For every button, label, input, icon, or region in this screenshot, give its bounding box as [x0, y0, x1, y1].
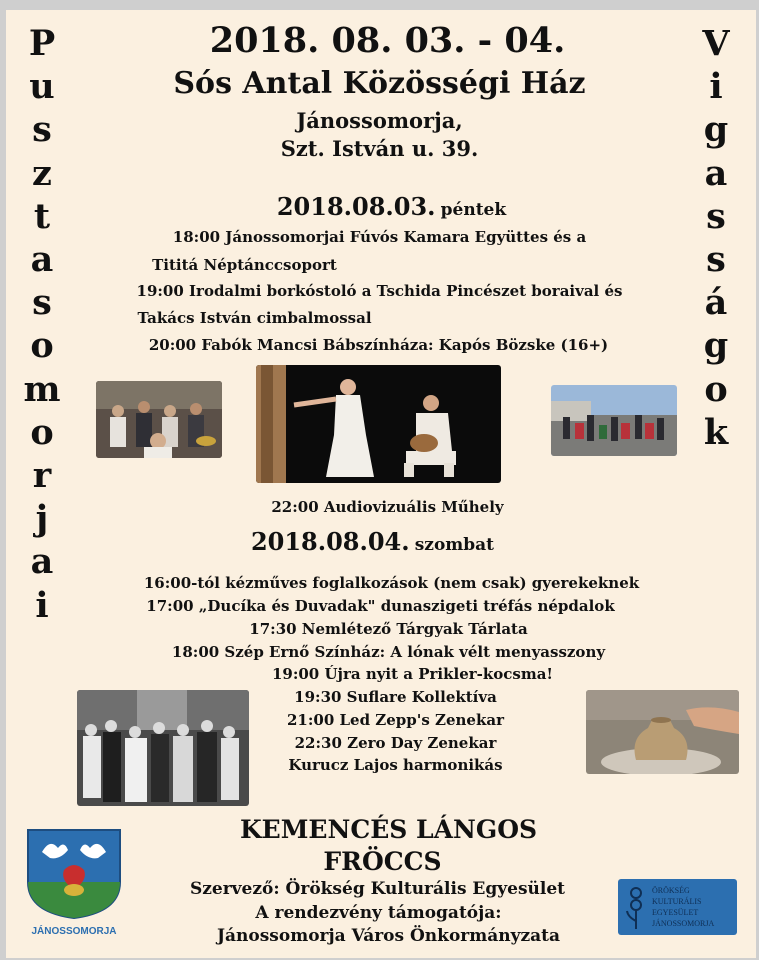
side-letter: s	[32, 109, 52, 151]
day2-date: 2018.08.04.	[250, 527, 410, 556]
association-name-line: JÁNOSSOMORJA	[652, 919, 715, 928]
photo-pottery	[586, 690, 739, 774]
day1-item: Tititá Néptánccsoport	[152, 256, 337, 274]
association-logo	[618, 879, 737, 935]
organizer-line: Szervező: Örökség Kulturális Egyesület	[189, 879, 566, 899]
day2-item: 16:00-tól kézműves foglalkozások (nem csak) gyerekeknek	[143, 574, 640, 592]
day1-weekday: péntek	[440, 200, 507, 220]
day1-date: 2018.08.03.	[276, 192, 436, 221]
town-name-label: JÁNOSSOMORJA	[31, 926, 117, 937]
day2-item: 17:30 Nemlétező Tárgyak Tárlata	[249, 620, 528, 638]
side-letter: P	[28, 23, 56, 64]
day2-heading	[0, 527, 752, 556]
day1-item: Takács István cimbalmossal	[137, 309, 372, 327]
side-letter: u	[29, 66, 55, 108]
photo-brass-band	[96, 381, 222, 458]
side-letter: á	[704, 282, 728, 324]
day1-item: 18:00 Jánossomorjai Fúvós Kamara Együttes és a	[172, 228, 587, 246]
association-name-line: EGYESÜLET	[652, 908, 699, 917]
side-letter: o	[30, 325, 54, 367]
side-letter: a	[704, 152, 728, 194]
day1-late-item: 22:00 Audiovizuális Műhely	[271, 498, 504, 516]
side-letter: V	[702, 23, 730, 64]
side-letter: g	[703, 109, 729, 151]
side-letter: t	[33, 195, 51, 237]
day2-item: 18:00 Szép Ernő Színház: A lónak vélt menyasszony	[171, 643, 606, 661]
day2-item: Kurucz Lajos harmonikás	[288, 756, 503, 774]
food-line-1: KEMENCÉS LÁNGOS	[239, 815, 538, 844]
side-letter: k	[703, 411, 729, 453]
side-letter: r	[32, 455, 52, 497]
address-line: Szt. István u. 39.	[280, 136, 479, 161]
photo-puppet-theatre	[256, 365, 501, 483]
day1-item: 20:00 Fabók Mancsi Bábszínháza: Kapós Bözske (16+)	[148, 336, 609, 354]
association-name-line: KULTURÁLIS	[652, 897, 702, 906]
day2-item: 22:30 Zero Day Zenekar	[294, 734, 497, 752]
day1-item: 19:00 Irodalmi borkóstoló a Tschida Pincészet boraival és	[136, 282, 623, 300]
day2-item: 19:00 Újra nyit a Prikler-kocsma!	[271, 665, 554, 683]
sponsor-line: Jánossomorja Város Önkormányzata	[216, 926, 561, 946]
side-letter: m	[23, 368, 61, 410]
side-letter: o	[704, 368, 728, 410]
sponsor-label: A rendezvény támogatója:	[255, 903, 502, 923]
day2-item: 17:00 „Ducíka és Duvadak" dunaszigeti tréfás népdalok	[146, 597, 615, 615]
town-coat-of-arms-icon	[24, 826, 124, 922]
side-letter: j	[35, 498, 49, 540]
day1-heading	[12, 192, 759, 221]
association-name-line: ÖRÖKSÉG	[652, 886, 690, 895]
city-line: Jánossomorja,	[296, 108, 463, 133]
food-line-2: FRÖCCS	[323, 847, 442, 876]
side-letter: o	[30, 411, 54, 453]
side-letter: a	[30, 541, 54, 583]
day2-item: 19:30 Suflare Kollektíva	[294, 688, 497, 706]
side-letter: g	[703, 325, 729, 367]
photo-historic-group	[77, 690, 249, 806]
photo-folk-dancers	[551, 385, 677, 456]
venue-title: Sós Antal Közösségi Ház	[173, 66, 586, 101]
flower-icon	[624, 883, 648, 935]
side-letter: s	[706, 195, 726, 237]
side-letter: i	[709, 66, 723, 108]
day2-weekday: szombat	[414, 535, 495, 555]
side-letter: z	[32, 152, 52, 194]
side-letter: a	[30, 239, 54, 281]
side-letter: i	[35, 584, 49, 626]
side-letter: s	[706, 239, 726, 281]
day2-item: 21:00 Led Zepp's Zenekar	[287, 711, 504, 729]
side-letter: s	[32, 282, 52, 324]
event-dates: 2018. 08. 03. - 04.	[209, 20, 566, 61]
